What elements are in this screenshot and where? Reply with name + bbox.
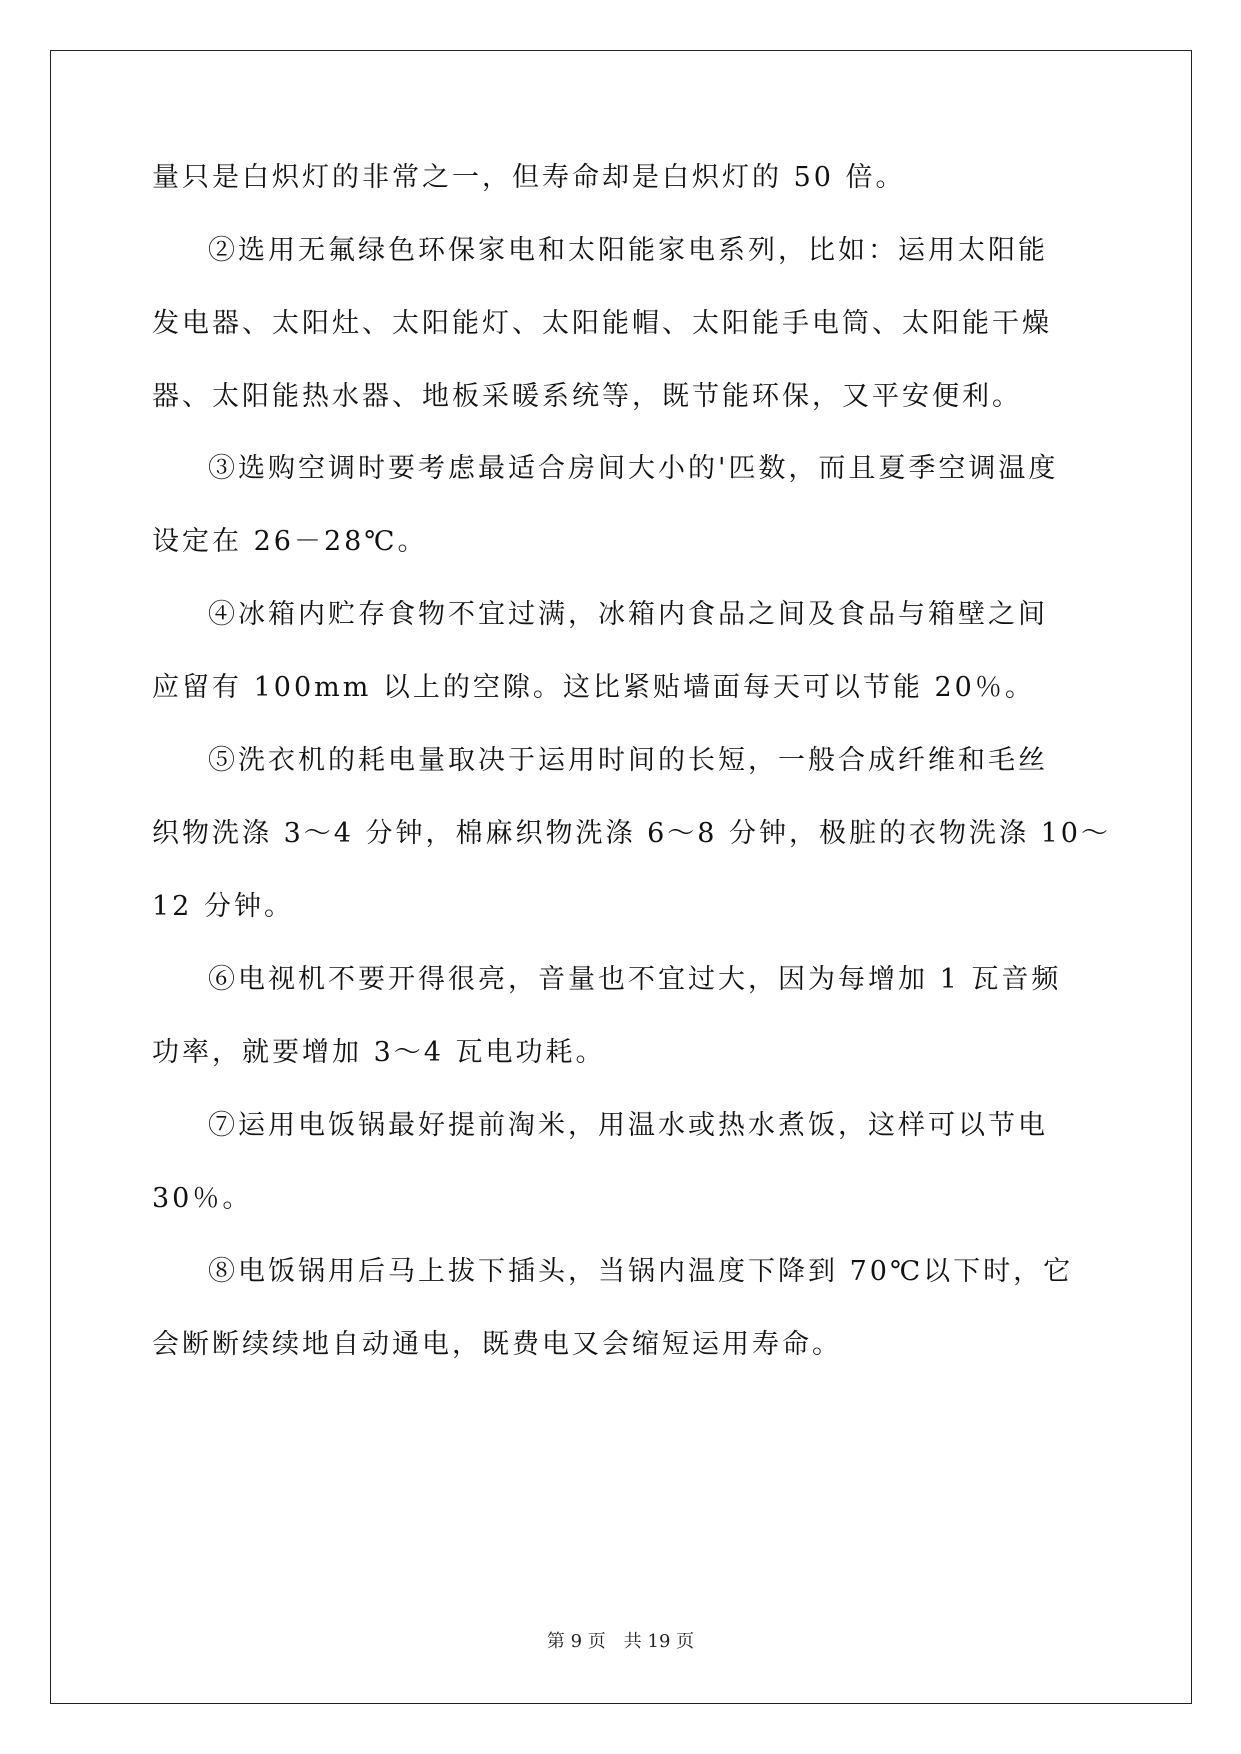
- page-footer: [0, 1627, 1241, 1653]
- text-line: 发电器、太阳灶、太阳能灯、太阳能帽、太阳能手电筒、太阳能干燥: [152, 308, 1052, 339]
- page-number-current: 第 9 页: [546, 1631, 606, 1652]
- text-line: 会断断续续地自动通电，既费电又会缩短运用寿命。: [152, 1329, 842, 1360]
- text-line: 应留有 100mm 以上的空隙。这比紧贴墙面每天可以节能 20％。: [152, 672, 1035, 703]
- text-line: 器、太阳能热水器、地板采暖系统等，既节能环保，又平安便利。: [152, 381, 1022, 412]
- text-line: 设定在 26－28℃。: [152, 526, 428, 557]
- page-number-total: 共 19 页: [623, 1631, 695, 1652]
- text-line: ⑧电饭锅用后马上拔下插头，当锅内温度下降到 70℃以下时，它: [208, 1256, 1074, 1287]
- text-line: ②选用无氟绿色环保家电和太阳能家电系列，比如：运用太阳能: [208, 235, 1048, 266]
- text-line: 量只是白炽灯的非常之一，但寿命却是白炽灯的 50 倍。: [152, 162, 906, 193]
- text-line: ⑦运用电饭锅最好提前淘米，用温水或热水煮饭，这样可以节电: [208, 1110, 1048, 1141]
- text-line: ⑤洗衣机的耗电量取决于运用时间的长短，一般合成纤维和毛丝: [208, 745, 1048, 776]
- text-line: 12 分钟。: [152, 891, 294, 922]
- text-line: ③选购空调时要考虑最适合房间大小的'匹数，而且夏季空调温度: [208, 453, 1059, 484]
- text-line: ④冰箱内贮存食物不宜过满，冰箱内食品之间及食品与箱壁之间: [208, 599, 1048, 630]
- text-line: 织物洗涤 3～4 分钟，棉麻织物洗涤 6～8 分钟，极脏的衣物洗涤 10～: [152, 818, 1111, 849]
- text-line: 功率，就要增加 3～4 瓦电功耗。: [152, 1037, 606, 1068]
- text-line: 30％。: [152, 1183, 253, 1214]
- page-border: [50, 50, 1192, 1704]
- text-line: ⑥电视机不要开得很亮，音量也不宜过大，因为每增加 1 瓦音频: [208, 964, 1062, 995]
